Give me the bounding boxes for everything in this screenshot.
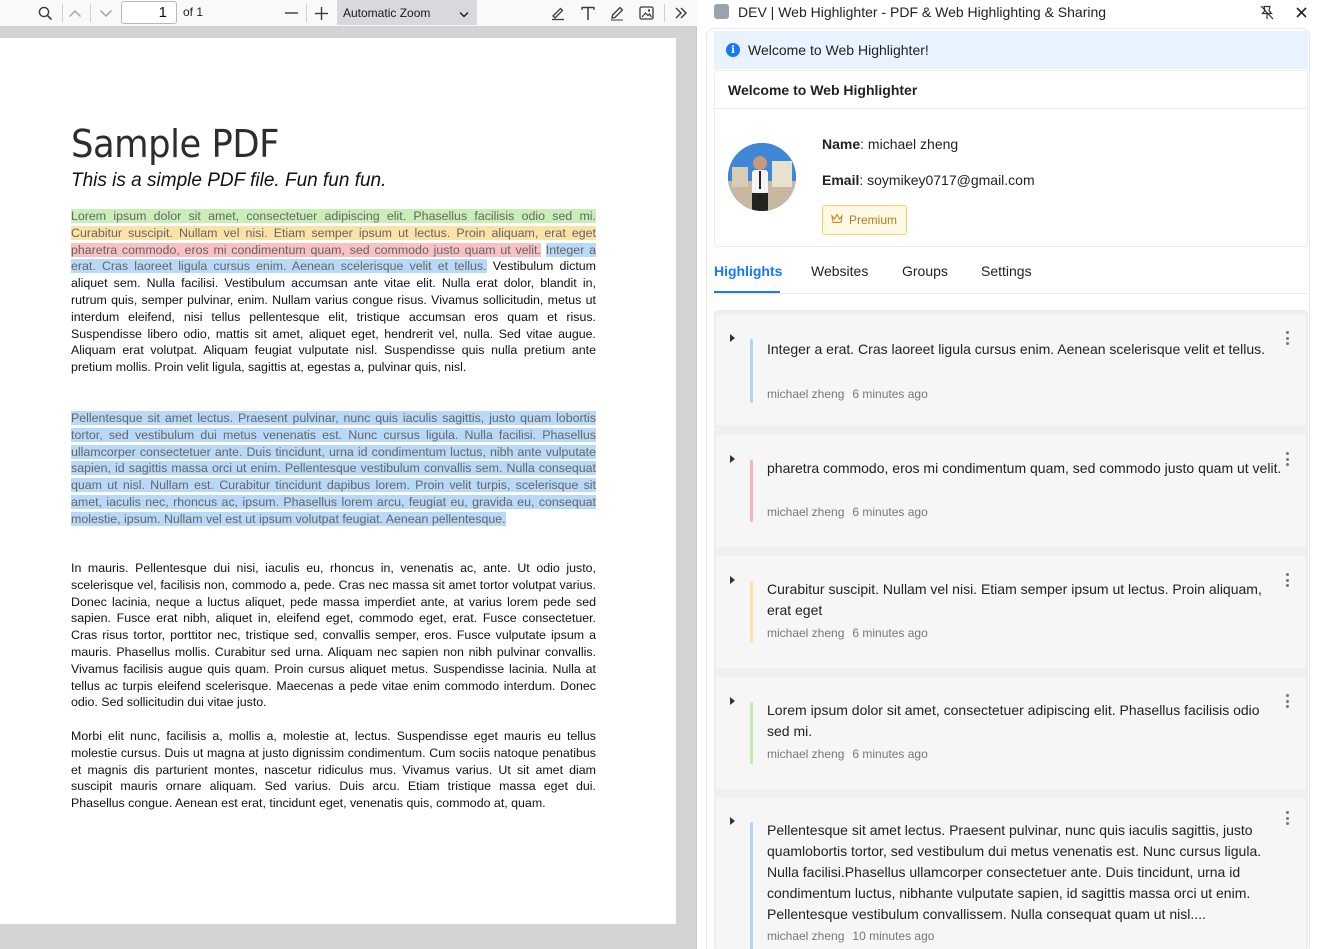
highlight-author: michael zheng	[767, 626, 845, 640]
banner-text: Welcome to Web Highlighter!	[748, 42, 929, 58]
info-icon: i	[726, 43, 740, 57]
highlight-item[interactable]	[716, 798, 1306, 949]
pdf-paragraph: Morbi elit nunc, facilisis a, mollis a, molestie at, lectus. Suspendisse eget mauris eu tellus molestie cursus. Duis ut magna at justo dignissim condimentum. Cum sociis natoque penatibus et magnis dis parturient montes, nascetur ridiculus mus. Vivamus varius. Ut sit amet diam suscipit mauris ornare aliquam. Sed varius. Duis arcu. Etiam tristique massa eget dui. Phasellus congue. Aenean est erat, tincidunt eget, venenatis quis, commodo at, quam.	[71, 729, 596, 811]
more-options-icon[interactable]	[1284, 573, 1290, 587]
highlight-meta	[767, 747, 928, 761]
highlight-time: 6 minutes ago	[852, 626, 928, 640]
highlight-color-bar	[750, 581, 753, 643]
close-icon[interactable]	[1292, 3, 1310, 21]
double-chevron-right-icon[interactable]	[670, 0, 692, 26]
highlight-meta	[767, 929, 934, 943]
text-tool-icon[interactable]	[577, 0, 599, 26]
profile-email	[822, 172, 1035, 188]
active-tab-indicator	[714, 291, 780, 293]
previous-page-icon[interactable]	[65, 0, 85, 26]
highlight-meta	[767, 626, 928, 640]
pdf-title: Sample PDF	[71, 122, 279, 166]
expand-caret-icon[interactable]	[730, 334, 735, 342]
crown-icon	[831, 213, 843, 227]
highlight-meta	[767, 505, 928, 519]
next-page-icon[interactable]	[96, 0, 116, 26]
highlight-time: 6 minutes ago	[852, 505, 928, 519]
expand-caret-icon[interactable]	[730, 697, 735, 705]
highlight-blue[interactable]: Integer a erat. Cras laoreet ligula cursus enim. Aenean scelerisque velit et tellus.	[71, 242, 596, 274]
avatar	[728, 143, 796, 211]
toolbar-divider	[90, 4, 91, 22]
more-options-icon[interactable]	[1284, 452, 1290, 466]
search-icon[interactable]	[34, 0, 56, 26]
highlight-green[interactable]: Lorem ipsum dolor sit amet, consectetuer adipiscing elit. Phasellus facilisis odio sed mi.	[71, 209, 596, 223]
toolbar-divider	[306, 4, 307, 22]
page-number-input[interactable]	[121, 1, 177, 24]
zoom-select[interactable]	[337, 0, 477, 25]
highlight-author: michael zheng	[767, 747, 845, 761]
tab-settings[interactable]: Settings	[981, 263, 1032, 279]
page-count-label: of 1	[183, 5, 204, 19]
welcome-banner	[714, 31, 1308, 69]
app-icon	[714, 4, 729, 19]
highlight-color-bar	[750, 822, 753, 949]
expand-caret-icon[interactable]	[730, 576, 735, 584]
highlight-red[interactable]: pharetra commodo, eros mi condimentum quam, sed commodo justo quam ut velit.	[71, 242, 541, 257]
extension-panel	[698, 0, 1318, 949]
pdf-paragraph: In mauris. Pellentesque dui nisi, iaculis eu, rhoncus in, venenatis ac, ante. Ut odio justo, scelerisque vel, facilisis non, commodo a, pede. Cras nec massa sit amet tortor volutpat varius. Donec lacinia, neque a luctus aliquet, pede massa imperdiet ante, at varius lorem pede sed sapien. Fusce erat nibh, aliquet in, eleifend eget, commodo eget, erat. Fusce consectetuer. Cras risus tortor, porttitor nec, tristique sed, convallis semper, eros. Fusce vulputate ipsum a mauris. Phasellus mollis. Curabitur sed urna. Aliquam nec sapien non nibh pulvinar convallis. Vivamus facilisis augue quis quam. Proin cursus aliquet metus. Suspendisse lacinia. Nulla at tellus ac turpis eleifend scelerisque. Maecenas a pede vitae enim commodo interdum. Donec odio. Sed sollicitudin dui vitae justo.	[71, 561, 596, 710]
highlight-color-bar	[750, 339, 753, 403]
highlight-color-bar	[750, 460, 753, 522]
profile-name	[822, 136, 958, 152]
highlight-text: Pellentesque sit amet lectus. Praesent pulvinar, nunc quis iaculis sagittis, justo quamlobortis tortor, sed vestibulum dui metus venenatis est. Nunc cursus ligula. Nulla facilisi.Phasellus ullamcorper consectetuer ante. Duis tincidunt, urna id condimentum luctus, nibhante vulputate sapien, id sagittis massa orci ut enim. Pellentesque vestibulum convallissem. Nulla consequat quam ut nisl....	[767, 822, 1262, 922]
tab-highlights[interactable]: Highlights	[714, 263, 783, 279]
welcome-card	[714, 70, 1308, 247]
highlight-text: Curabitur suscipit. Nullam vel nisi. Etiam semper ipsum ut lectus. Proin aliquam, erat eget	[767, 581, 1262, 618]
highlight-text: pharetra commodo, eros mi condimentum quam, sed commodo justo quam ut velit.	[767, 460, 1282, 476]
premium-badge	[822, 205, 907, 235]
more-options-icon[interactable]	[1284, 694, 1290, 708]
email-label: Email	[822, 172, 860, 188]
highlight-item[interactable]	[716, 315, 1306, 425]
paragraph-text: Vestibulum dictum aliquet sem. Nulla facilisi. Vestibulum accumsan ante vitae elit. Nulla erat dolor, blandit in, rutrum quis, semper pulvinar, enim. Nullam varius congue risus. Vivamus sollicitudin, metus ut interdum eleifend, nisi tellus pellentesque elit, tristique accumsan eros quam et risus. Suspendisse libero odio, mattis sit amet, aliquet eget, hendrerit vel, nulla. Sed vitae augue. Aliquam erat volutpat. Aliquam feugiat vulputate nisl. Suspendisse quis nulla pretium ante pretium mollis. Proin velit ligula, sagittis at, egestas a, pulvinar quis, nisl.	[71, 259, 596, 375]
expand-caret-icon[interactable]	[730, 455, 735, 463]
panel-header	[698, 0, 1318, 24]
premium-label: Premium	[849, 213, 898, 227]
highlight-text: Lorem ipsum dolor sit amet, consectetuer adipiscing elit. Phasellus facilisis odio sed mi.	[767, 702, 1260, 739]
highlight-text: Integer a erat. Cras laoreet ligula cursus enim. Aenean scelerisque velit et tellus.	[767, 341, 1266, 357]
highlights-list	[714, 310, 1308, 949]
more-options-icon[interactable]	[1284, 331, 1290, 345]
name-label: Name	[822, 136, 861, 152]
highlight-meta	[767, 387, 928, 401]
tab-groups[interactable]: Groups	[902, 263, 948, 279]
highlight-time: 10 minutes ago	[852, 929, 935, 943]
zoom-out-icon[interactable]	[281, 0, 301, 26]
highlight-time: 6 minutes ago	[852, 747, 928, 761]
card-divider	[715, 108, 1307, 109]
draw-tool-icon[interactable]	[606, 0, 628, 26]
more-options-icon[interactable]	[1284, 811, 1290, 825]
panel-tabs	[714, 258, 1308, 294]
pdf-subtitle: This is a simple PDF file. Fun fun fun.	[71, 170, 387, 191]
pdf-paragraph	[71, 410, 596, 528]
panel-title: DEV | Web Highlighter - PDF & Web Highlighting & Sharing	[738, 4, 1107, 20]
highlight-time: 6 minutes ago	[852, 387, 928, 401]
welcome-card-title: Welcome to Web Highlighter	[728, 82, 918, 98]
unpin-icon[interactable]	[1258, 3, 1276, 21]
chevron-down-icon	[459, 7, 469, 21]
highlight-blue[interactable]: Pellentesque sit amet lectus. Praesent pulvinar, nunc quis iaculis sagittis, justo quam lobortis tortor, sed vestibulum dui metus venenatis est. Nunc cursus ligula. Nulla facilisi. Phasellus ullamcorper consectetuer ante. Duis tincidunt, urna id condimentum luctus, nibh ante vulputate sapien, id sagittis massa orci ut enim. Pellentesque vestibulum convallis sem. Nulla consequat quam ut nisl. Nullam est. Curabitur tincidunt dapibus lorem. Proin velit turpis, scelerisque sit amet, iaculis nec, rhoncus ac, ipsum. Phasellus lorem arcu, feugiat eu, gravida eu, consequat molestie, ipsum. Nullam vel est ut ipsum volutpat feugiat. Aenean pellentesque.	[71, 411, 596, 526]
email-value: : soymikey0717@gmail.com	[859, 172, 1035, 188]
highlight-item[interactable]	[716, 435, 1306, 547]
zoom-in-icon[interactable]	[311, 0, 331, 26]
name-value: : michael zheng	[860, 136, 959, 152]
pdf-paragraph	[71, 208, 596, 376]
highlight-item[interactable]	[716, 556, 1306, 668]
viewer-toolbar	[0, 0, 697, 27]
highlight-author: michael zheng	[767, 505, 845, 519]
tab-websites[interactable]: Websites	[811, 263, 869, 279]
zoom-select-value: Automatic Zoom	[343, 5, 431, 20]
expand-caret-icon[interactable]	[730, 817, 735, 825]
image-tool-icon[interactable]	[635, 0, 657, 26]
highlight-author: michael zheng	[767, 387, 845, 401]
toolbar-divider	[664, 4, 665, 22]
highlight-item[interactable]	[716, 677, 1306, 789]
pdf-page	[0, 38, 676, 924]
highlight-yellow[interactable]: Curabitur suscipit. Nullam vel nisi. Etiam semper ipsum ut lectus. Proin aliquam, erat eget	[71, 225, 596, 240]
highlight-color-bar	[750, 702, 753, 764]
toolbar-divider	[62, 4, 63, 22]
highlight-tool-icon[interactable]	[547, 0, 569, 26]
highlight-author: michael zheng	[767, 929, 845, 943]
